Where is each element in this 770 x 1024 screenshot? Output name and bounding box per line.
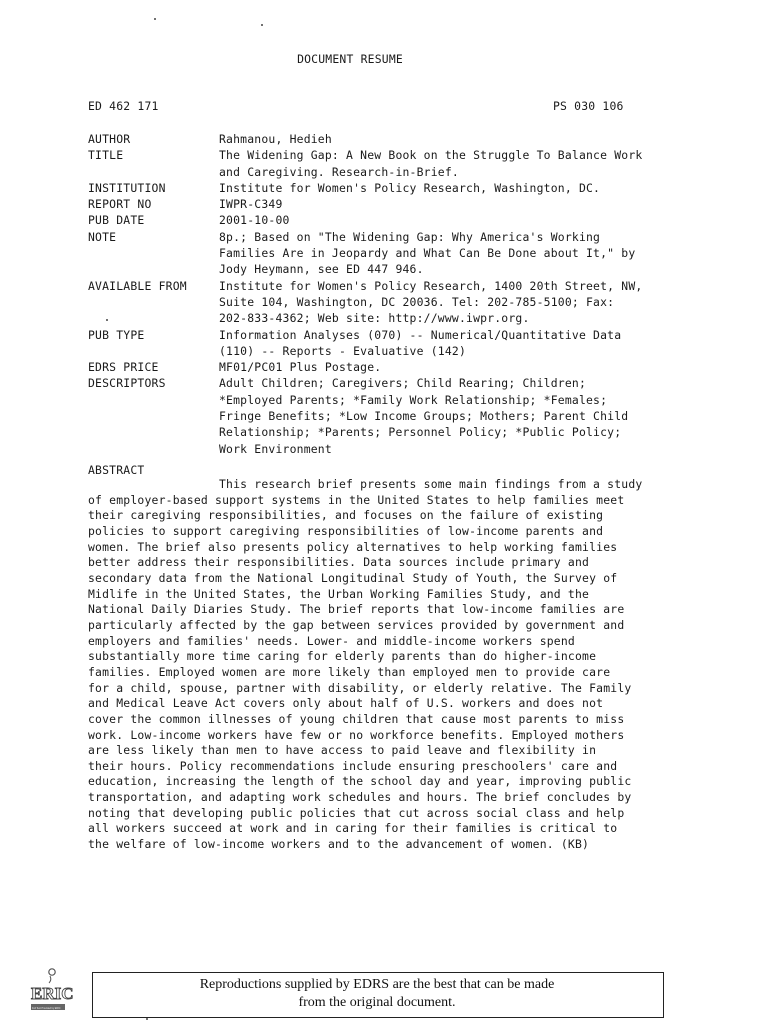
abstract-line: secondary data from the National Longitudinal Study of Youth, the Survey of [88, 570, 618, 585]
field-value-line: (110) -- Reports - Evaluative (142) [219, 343, 467, 358]
field-label: NOTE [88, 229, 117, 244]
scan-speck [154, 18, 156, 20]
field-value-line: Fringe Benefits; *Low Income Groups; Mothers; Parent Child [219, 409, 629, 424]
field-value-line: Suite 104, Washington, DC 20036. Tel: 202-785-5100; Fax: [219, 294, 615, 309]
field-value-line: 8p.; Based on "The Widening Gap: Why America's Working [219, 229, 601, 244]
abstract-body [88, 477, 688, 853]
field-label: AVAILABLE FROM [88, 278, 187, 293]
field-value-line: IWPR-C349 [219, 197, 283, 212]
field-report-no [88, 196, 688, 212]
field-label: REPORT NO [88, 197, 152, 212]
field-edrs-price [88, 359, 688, 375]
reproduction-notice-line1: Reproductions supplied by EDRS are the best that can be made [199, 977, 555, 992]
field-value [219, 229, 688, 278]
abstract-line: families. Employed women are more likely than employed men to provide care [88, 664, 611, 679]
field-label: PUB TYPE [88, 327, 145, 342]
field-label: PUB DATE [88, 213, 145, 228]
field-value-line: *Employed Parents; *Family Work Relationship; *Females; [219, 392, 608, 407]
document-title: DOCUMENT RESUME [297, 52, 403, 66]
abstract-line: This research brief presents some main findings from a study [219, 477, 643, 491]
field-value [219, 180, 688, 196]
reproduction-notice [92, 976, 662, 1012]
scan-speck [261, 24, 263, 26]
field-value-line: 202-833-4362; Web site: http://www.iwpr.org. [219, 311, 530, 326]
abstract-line: cover the common illnesses of young children that cause most parents to miss [88, 711, 625, 726]
field-value [219, 196, 688, 212]
field-value [219, 375, 688, 456]
reproduction-notice-line2: from the original document. [298, 995, 456, 1010]
abstract-line: employers and families' needs. Lower- and middle-income workers spend [88, 633, 575, 648]
field-descriptors [88, 375, 688, 456]
field-value-line: Jody Heymann, see ED 447 946. [219, 262, 424, 277]
field-value [219, 359, 688, 375]
field-label: AUTHOR [88, 132, 131, 146]
abstract-line: policies to support caregiving responsibilities of low-income parents and [88, 523, 604, 538]
field-value-line: Relationship; *Parents; Personnel Policy; *Public Policy; [219, 425, 622, 440]
abstract-line: Midlife in the United States, the Urban Working Families Study, and the [88, 586, 590, 601]
abstract-line: better address their responsibilities. Data sources include primary and [88, 555, 590, 570]
metadata-fields [88, 131, 688, 457]
abstract-line: and Medical Leave Act covers only about half of U.S. workers and does not [88, 696, 604, 711]
field-author [88, 131, 688, 147]
abstract-line: their hours. Policy recommendations include ensuring preschoolers' care and [88, 758, 618, 773]
field-value [219, 278, 688, 327]
eric-logo [30, 966, 74, 1014]
field-pub-type [88, 327, 688, 360]
field-label: TITLE [88, 148, 124, 163]
abstract-line: substantially more time caring for elderly parents than do higher-income [88, 649, 597, 664]
field-value-line: Work Environment [219, 441, 332, 456]
field-value [219, 131, 688, 147]
abstract-line: for a child, spouse, partner with disability, or elderly relative. The Family [88, 680, 632, 695]
eric-logo-text: ERIC [31, 984, 74, 1003]
field-value-line: Institute for Women's Policy Research, 1400 20th Street, NW, [219, 278, 643, 293]
abstract-line: their caregiving responsibilities, and focuses on the failure of existing [88, 508, 604, 523]
ed-number: ED 462 171 [88, 99, 159, 113]
abstract-line: transportation, and adapting work schedules and hours. The brief concludes by [88, 790, 632, 805]
abstract-line: work. Low-income workers have few or no workforce benefits. Employed mothers [88, 727, 625, 742]
field-value-line: The Widening Gap: A New Book on the Struggle To Balance Work [219, 148, 643, 163]
field-value [219, 327, 688, 360]
field-value-line: 2001-10-00 [219, 213, 290, 228]
abstract-line: women. The brief also presents policy alternatives to help working families [88, 539, 618, 554]
abstract-line: the welfare of low-income workers and to the advancement of women. (KB) [88, 837, 590, 852]
field-value-line: Rahmanou, Hedieh [219, 132, 332, 146]
abstract-line: education, increasing the length of the school day and year, improving public [88, 774, 632, 789]
abstract-line: all workers succeed at work and in caring for their families is critical to [88, 821, 618, 836]
field-value-line: Information Analyses (070) -- Numerical/Quantitative Data [219, 327, 622, 342]
field-pub-date [88, 212, 688, 228]
field-value-line: MF01/PC01 Plus Postage. [219, 360, 382, 375]
field-value-line: Families Are in Jeopardy and What Can Be Done about It," by [219, 246, 636, 261]
field-value [219, 147, 688, 180]
field-title [88, 147, 688, 180]
abstract-line: particularly affected by the gap between services provided by government and [88, 617, 625, 632]
field-available-from [88, 278, 688, 327]
field-value-line: Adult Children; Caregivers; Child Rearing; Children; [219, 376, 587, 391]
field-value-line: and Caregiving. Research-in-Brief. [219, 164, 459, 179]
abstract-label: ABSTRACT [88, 463, 145, 477]
field-value-line: Institute for Women's Policy Research, Washington, DC. [219, 180, 601, 195]
field-note [88, 229, 688, 278]
field-label: EDRS PRICE [88, 360, 159, 375]
abstract-line: are less likely than men to have access to paid leave and flexibility in [88, 743, 597, 758]
abstract-line: noting that developing public policies that cut across social class and help [88, 805, 625, 820]
field-label: DESCRIPTORS [88, 376, 166, 391]
field-value [219, 212, 688, 228]
scan-speck [106, 319, 108, 321]
field-institution [88, 180, 688, 196]
ps-number: PS 030 106 [553, 99, 624, 113]
field-label: INSTITUTION [88, 180, 166, 195]
eric-logo-subtext: Full Text Provided by ERIC [32, 1007, 61, 1010]
scan-speck [146, 1018, 148, 1020]
abstract-line: National Daily Diaries Study. The brief reports that low-income families are [88, 602, 625, 617]
abstract-line: of employer-based support systems in the United States to help families meet [88, 492, 625, 507]
